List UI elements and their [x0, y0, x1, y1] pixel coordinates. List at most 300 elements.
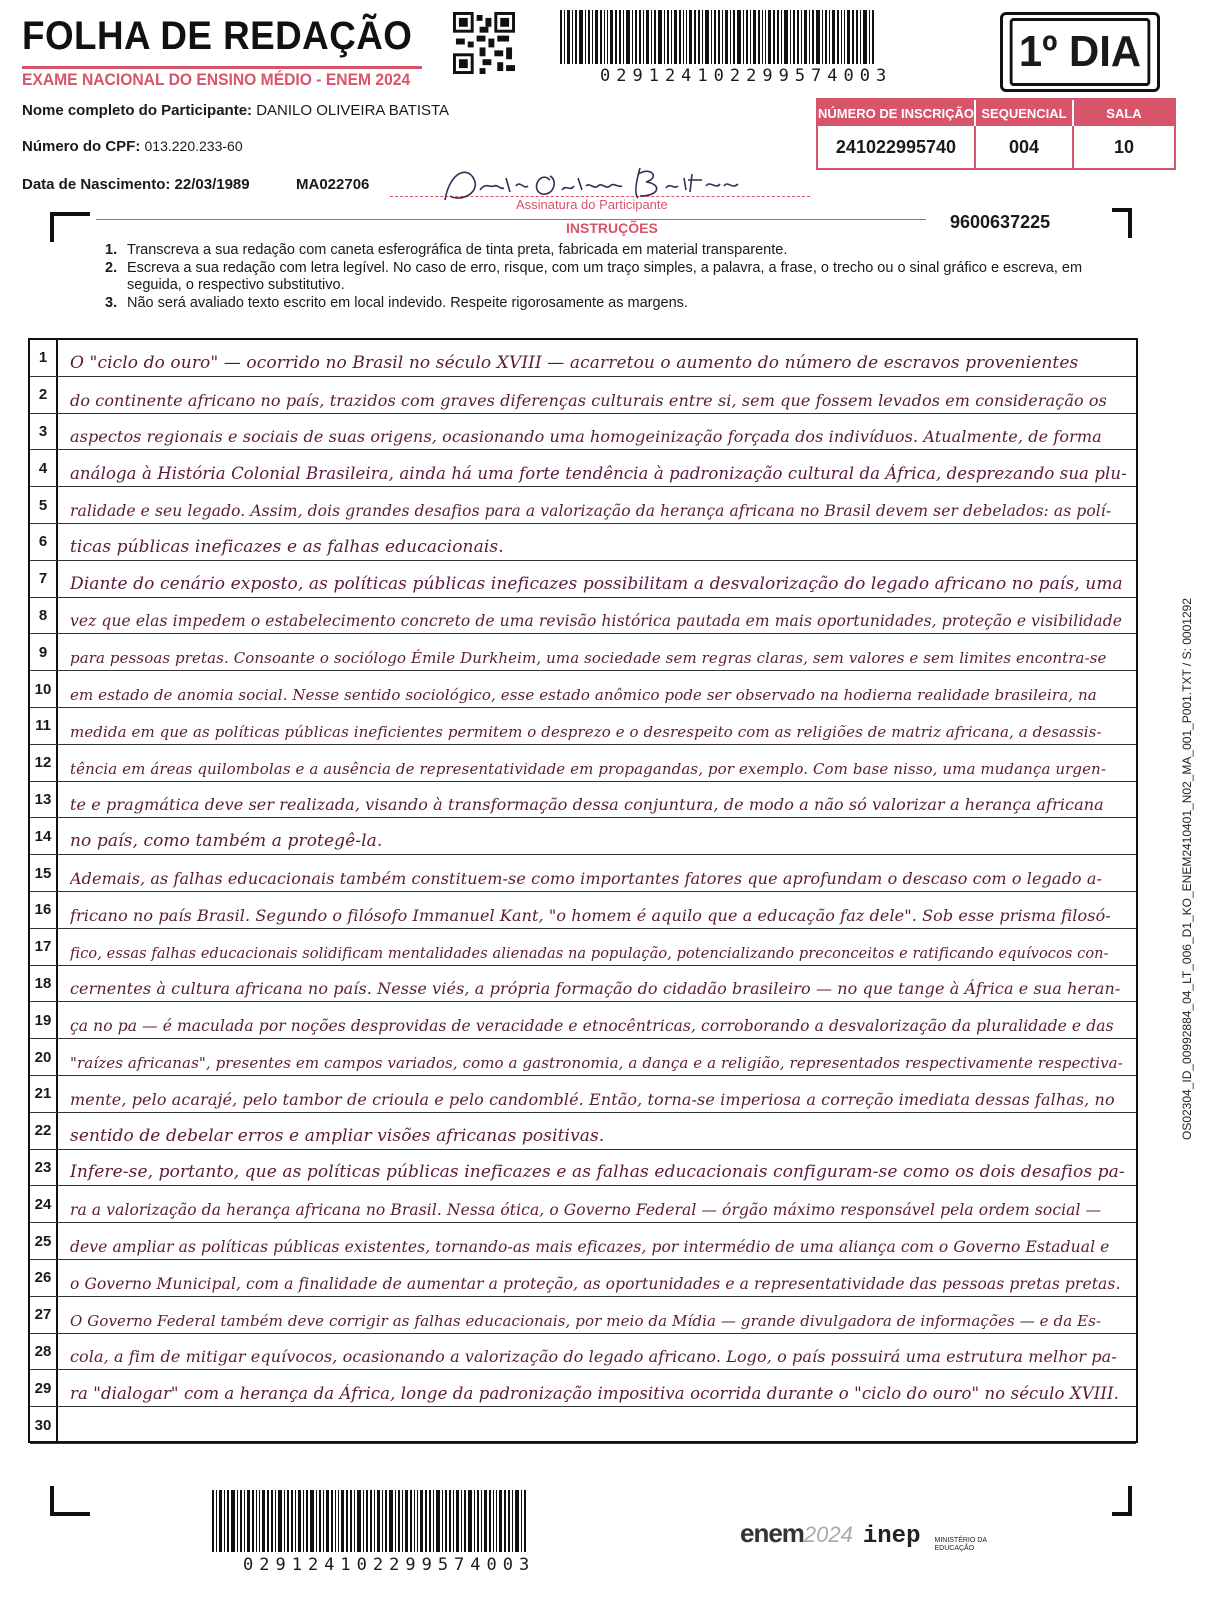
line-text: medida em que as políticas públicas ineficientes permitem o desprezo e o desrespeito com as religiões de matriz africana, a desassis- [70, 722, 1102, 741]
barcode-bar [683, 10, 684, 64]
barcode-bar [832, 10, 835, 64]
barcode-bar [524, 1490, 526, 1552]
barcode-bar [702, 10, 703, 64]
line-text: sentido de debelar erros e ampliar visões africanas positivas. [70, 1125, 605, 1146]
ministry-logo: MINISTÉRIO DA EDUCAÇÃO [934, 1537, 987, 1552]
barcode-bar [331, 1490, 333, 1552]
line-text: ticas públicas ineficazes e as falhas educacionais. [70, 536, 504, 557]
registration-number: 241022995740 [818, 126, 976, 168]
enem-logo: enem [740, 1518, 804, 1548]
barcode-bar [579, 10, 583, 64]
barcode-bar [765, 10, 766, 64]
line-number: 10 [30, 671, 58, 707]
line-text: te e pragmática deve ser realizada, visando à transformação dessa conjuntura, de modo a não só valorizar a herança africana [70, 795, 1104, 815]
barcode-bar [822, 10, 823, 64]
essay-line [30, 1407, 1136, 1444]
barcode-bar [698, 10, 700, 64]
line-number: 21 [30, 1076, 58, 1112]
barcode-bar [671, 10, 672, 64]
barcode-bar [377, 1490, 380, 1552]
line-number: 27 [30, 1297, 58, 1333]
line-number: 3 [30, 414, 58, 450]
barcode-top [560, 10, 876, 64]
barcode-bar [316, 1490, 317, 1552]
essay-line [30, 1370, 1136, 1407]
barcode-bar [773, 10, 775, 64]
line-text: ça no pa — é maculada por noções desprovidas de veracidade e etnocêntricas, corroborando a desvalorização da pluralidade e das [70, 1017, 1114, 1036]
participant-cpf: 013.220.233-60 [144, 138, 243, 154]
line-text: deve ampliar as políticas públicas existentes, tornando-as mais eficazes, por intermédio de uma aliança com o Governo Estadual e [70, 1237, 1110, 1256]
line-text: para pessoas pretas. Consoante o sociólogo Émile Durkheim, uma sociedade sem regras claras, sem valores e sem limites encontra-se [70, 649, 1107, 668]
qr-code-icon [453, 12, 515, 74]
essay-line [30, 524, 1136, 561]
barcode-bar [869, 10, 870, 64]
essay-line [30, 487, 1136, 524]
barcode-bar [679, 10, 681, 64]
line-text: ra "dialogar" com a herança da África, longe da padronização impositiva ocorrida durante o "ciclo do ouro" no século XVIII. [70, 1384, 1119, 1404]
barcode-bar [382, 1490, 383, 1552]
barcode-bar [872, 10, 874, 64]
line-number: 11 [30, 708, 58, 744]
line-number: 1 [30, 340, 58, 376]
barcode-bar [860, 10, 861, 64]
barcode-bar [395, 1490, 396, 1552]
line-number: 8 [30, 598, 58, 634]
essay-line [30, 1039, 1136, 1076]
essay-line [30, 855, 1136, 892]
barcode-bar [658, 10, 662, 64]
barcode-bar [737, 10, 741, 64]
barcode-bar [425, 1490, 427, 1552]
line-text: mente, pelo acarajé, pelo tambor de crioula e pelo candomblé. Então, torna-se imperiosa a correção imediata dessas falhas, no [70, 1089, 1115, 1109]
barcode-bar [414, 1490, 415, 1552]
essay-line [30, 708, 1136, 745]
document-code: 9600637225 [950, 212, 1051, 232]
essay-lines-box [28, 338, 1138, 1443]
title-underline [22, 66, 422, 69]
barcode-bar [689, 10, 692, 64]
essay-line [30, 377, 1136, 414]
barcode-bar [429, 1490, 431, 1552]
barcode-bar [303, 1490, 304, 1552]
barcode-bar [730, 10, 731, 64]
essay-line [30, 671, 1136, 708]
barcode-bar [515, 1490, 519, 1552]
day-box [1000, 12, 1160, 92]
line-text: Diante do cenário exposto, as políticas públicas ineficazes possibilitam a desvalorização do legado africano no país, uma [70, 573, 1123, 594]
registration-header: NÚMERO DE INSCRIÇÃO [818, 100, 976, 126]
barcode-bar [626, 10, 630, 64]
barcode-bar [350, 1490, 352, 1552]
barcode-bar [863, 10, 867, 64]
barcode-bar [504, 1490, 506, 1552]
barcode-bar [287, 1490, 289, 1552]
line-text: Ademais, as falhas educacionais também constituem-se como importantes fatores que aprofundam o descaso com o legado a- [70, 868, 1102, 888]
barcode-bar [784, 10, 788, 64]
barcode-bar [572, 10, 573, 64]
barcode-bar [295, 1490, 296, 1552]
barcode-bar [521, 1490, 522, 1552]
barcode-bar [493, 1490, 494, 1552]
participant-code: MA022706 [296, 176, 370, 193]
line-number: 7 [30, 561, 58, 597]
barcode-bar [635, 10, 637, 64]
instructions-divider [96, 219, 926, 220]
barcode-bar [632, 10, 633, 64]
barcode-bar [417, 1490, 418, 1552]
barcode-bar [600, 10, 602, 64]
barcode-bar [722, 10, 723, 64]
barcode-bar [512, 1490, 513, 1552]
barcode-bar [252, 1490, 254, 1552]
essay-line [30, 892, 1136, 929]
line-text: cola, a fim de mitigar equívocos, ocasionando a valorização do legado africano. Logo, o país possuirá uma estrutura melhor pa- [70, 1347, 1117, 1367]
barcode-bar [804, 10, 807, 64]
barcode-bar [405, 1490, 408, 1552]
line-number: 22 [30, 1113, 58, 1149]
barcode-bar [212, 1490, 214, 1552]
line-number: 19 [30, 1002, 58, 1038]
barcode-bar [227, 1490, 229, 1552]
instruction-number: 2. [105, 259, 118, 276]
barcode-bar [718, 10, 720, 64]
essay-line [30, 1186, 1136, 1223]
barcode-bar [714, 10, 716, 64]
barcode-bar [508, 1490, 510, 1552]
instruction-item [105, 295, 1115, 313]
barcode-bar [468, 1490, 472, 1552]
barcode-bar [844, 10, 845, 64]
barcode-bar [398, 1490, 400, 1552]
essay-line [30, 634, 1136, 671]
essay-line [30, 450, 1136, 487]
line-text: ralidade e seu legado. Assim, dois grandes desafios para a valorização da herança africana no Brasil devem ser debelados: as polí- [70, 501, 1112, 520]
line-number: 30 [30, 1407, 58, 1443]
barcode-bar [762, 10, 763, 64]
barcode-bar [733, 10, 735, 64]
barcode-bar [335, 1490, 336, 1552]
barcode-bar [306, 1490, 308, 1552]
day-label: 1º DIA [1010, 18, 1151, 86]
participant-name-field [22, 102, 449, 119]
line-text: O "ciclo do ouro" — ocorrido no Brasil no século XVIII — acarretou o aumento do número de escravos provenientes [70, 352, 1079, 373]
line-number: 17 [30, 929, 58, 965]
line-number: 9 [30, 634, 58, 670]
corner-mark-bottom-left [50, 1486, 90, 1516]
line-number: 16 [30, 892, 58, 928]
essay-line [30, 745, 1136, 782]
enem-year: 2024 [803, 1522, 853, 1547]
essay-line [30, 1223, 1136, 1260]
barcode-bar [705, 10, 709, 64]
corner-mark-bottom-right [1112, 1486, 1132, 1516]
barcode-bar [847, 10, 850, 64]
barcode-bar [453, 1490, 454, 1552]
barcode-bar [595, 10, 598, 64]
barcode-bar [410, 1490, 412, 1552]
barcode-bar [694, 10, 696, 64]
essay-line [30, 818, 1136, 855]
room-number: 10 [1113, 136, 1135, 157]
instructions-title: INSTRUÇÕES [566, 220, 658, 236]
barcode-bar [237, 1490, 238, 1552]
barcode-bar [346, 1490, 348, 1552]
barcode-bar [267, 1490, 269, 1552]
exam-subtitle: EXAME NACIONAL DO ENSINO MÉDIO - ENEM 2024 [22, 70, 411, 89]
barcode-bar [326, 1490, 329, 1552]
barcode-bar [664, 10, 665, 64]
signature-label: Assinatura do Participante [516, 197, 668, 212]
line-number: 26 [30, 1260, 58, 1296]
barcode-bar [489, 1490, 491, 1552]
participant-birth-label: Data de Nascimento: [22, 176, 171, 193]
line-text: o Governo Municipal, com a finalidade de aumentar a proteção, as oportunidades e a representatividade das pessoas pretas pretas. [70, 1274, 1121, 1293]
barcode-bar [801, 10, 802, 64]
essay-line [30, 1260, 1136, 1297]
barcode-bar [499, 1490, 502, 1552]
barcode-bar [436, 1490, 440, 1552]
barcode-bar [768, 10, 771, 64]
barcode-bar [797, 10, 799, 64]
barcode-bar [477, 1490, 479, 1552]
line-text: análoga à História Colonial Brasileira, ainda há uma forte tendência à padronização cultural da África, desprezando sua plu- [70, 464, 1127, 484]
barcode-bar [639, 10, 641, 64]
line-number: 23 [30, 1150, 58, 1186]
essay-line [30, 1297, 1136, 1334]
essay-line [30, 1076, 1136, 1113]
barcode-bottom [212, 1490, 528, 1552]
barcode-bar [604, 10, 605, 64]
line-text: vez que elas impedem o estabelecimento concreto de uma revisão histórica pautada em mais oportunidades, proteção e visibilidade [70, 612, 1123, 631]
page-title: FOLHA DE REDAÇÃO [22, 14, 413, 58]
barcode-bar [750, 10, 751, 64]
essay-line [30, 414, 1136, 451]
instruction-number: 3. [105, 294, 118, 311]
line-number: 25 [30, 1223, 58, 1259]
barcode-bar [711, 10, 712, 64]
barcode-bar [607, 10, 608, 64]
line-number: 18 [30, 966, 58, 1002]
barcode-bar [781, 10, 782, 64]
corner-mark-top-left [50, 212, 90, 242]
barcode-bar [402, 1490, 403, 1552]
barcode-bar [852, 10, 854, 64]
line-text: em estado de anomia social. Nesse sentido sociológico, esse estado anômico pode ser observado na hodierna realidade brasileira, na [70, 685, 1097, 704]
participant-cpf-field [22, 138, 243, 155]
barcode-bar [758, 10, 760, 64]
participant-cpf-label: Número do CPF: [22, 138, 141, 155]
barcode-bar [481, 1490, 482, 1552]
barcode-bar [575, 10, 577, 64]
instruction-text: Não será avaliado texto escrito em local indevido. Respeite rigorosamente as margens. [127, 294, 688, 311]
barcode-bar [433, 1490, 434, 1552]
essay-line [30, 1150, 1136, 1187]
instruction-item [105, 260, 1115, 295]
barcode-bar [610, 10, 613, 64]
registration-table [816, 98, 1176, 170]
inep-logo: inep [862, 1523, 921, 1550]
barcode-bar [442, 1490, 443, 1552]
essay-line [30, 561, 1136, 598]
barcode-bar [319, 1490, 321, 1552]
barcode-bar [284, 1490, 285, 1552]
barcode-bar [790, 10, 791, 64]
barcode-bar [484, 1490, 487, 1552]
barcode-bar [357, 1490, 361, 1552]
barcode-bar [244, 1490, 245, 1552]
footer-logos [740, 1518, 994, 1553]
barcode-bar [449, 1490, 451, 1552]
barcode-bar [615, 10, 617, 64]
barcode-bar [725, 10, 728, 64]
corner-mark-top-right [1112, 208, 1132, 238]
barcode-bar [753, 10, 756, 64]
barcode-bar [374, 1490, 375, 1552]
barcode-bar [354, 1490, 355, 1552]
barcode-bar [585, 10, 586, 64]
essay-line [30, 340, 1136, 377]
barcode-bar [743, 10, 744, 64]
instruction-item [105, 242, 1115, 260]
barcode-bar [674, 10, 677, 64]
barcode-bar [816, 10, 820, 64]
barcode-bar [643, 10, 644, 64]
line-text: "raízes africanas", presentes em campos variados, como a gastronomia, a dança e a religião, representados respectivamente respectiva- [70, 1053, 1123, 1072]
barcode-bar [240, 1490, 242, 1552]
barcode-bar [856, 10, 858, 64]
barcode-bar [291, 1490, 293, 1552]
room-header: SALA [1074, 100, 1174, 126]
line-number: 14 [30, 818, 58, 854]
barcode-bar [363, 1490, 364, 1552]
line-text: fricano no país Brasil. Segundo o filósofo Immanuel Kant, "o homem é aquilo que a educação faz dele". Sob esse prisma filosó- [70, 905, 1111, 925]
line-text: aspectos regionais e sociais de suas origens, ocasionando uma homogeinização forçada dos indivíduos. Atualmente, de forma [70, 427, 1102, 447]
barcode-bar [461, 1490, 462, 1552]
barcode-bar [654, 10, 656, 64]
barcode-bar [837, 10, 839, 64]
barcode-bar [777, 10, 779, 64]
line-text: O Governo Federal também deve corrigir as falhas educacionais, por meio da Mídia — grande divulgadora de informações — e da Es- [70, 1311, 1102, 1330]
barcode-bar [262, 1490, 265, 1552]
essay-line [30, 782, 1136, 819]
line-number: 29 [30, 1370, 58, 1406]
barcode-bar [623, 10, 624, 64]
barcode-bar [456, 1490, 459, 1552]
barcode-bar [588, 10, 590, 64]
essay-line [30, 1002, 1136, 1039]
barcode-bar [370, 1490, 372, 1552]
line-number: 24 [30, 1186, 58, 1222]
barcode-bar [271, 1490, 273, 1552]
barcode-bar [646, 10, 649, 64]
barcode-bar [341, 1490, 344, 1552]
barcode-bar [651, 10, 652, 64]
line-number: 5 [30, 487, 58, 523]
line-text: ra a valorização da herança africana no Brasil. Nessa ótica, o Governo Federal — órgão máximo responsável pela ordem social — [70, 1201, 1102, 1220]
barcode-bar [564, 10, 565, 64]
essay-line [30, 1334, 1136, 1371]
barcode-bar [389, 1490, 393, 1552]
barcode-bar [219, 1490, 222, 1552]
barcode-bar [310, 1490, 314, 1552]
barcode-bar [259, 1490, 260, 1552]
barcode-bar [567, 10, 570, 64]
barcode-bar [841, 10, 842, 64]
barcode-bar [323, 1490, 324, 1552]
instruction-number: 1. [105, 242, 118, 258]
line-number: 13 [30, 782, 58, 818]
barcode-bar [275, 1490, 276, 1552]
barcode-bar [592, 10, 593, 64]
barcode-bar [231, 1490, 235, 1552]
barcode-bar [667, 10, 669, 64]
sequential-number: 004 [976, 126, 1074, 168]
barcode-bar [746, 10, 748, 64]
barcode-bar [298, 1490, 301, 1552]
barcode-bar [793, 10, 795, 64]
line-text: no país, como também a protegê-la. [70, 831, 383, 852]
barcode-bar [216, 1490, 217, 1552]
sequential-header: SEQUENCIAL [976, 100, 1074, 126]
barcode-number-top: 029124102299574003 [600, 66, 893, 86]
participant-name-label: Nome completo do Participante: [22, 102, 253, 119]
side-code: OS02304_ID_00992884_04_LT_006_D1_KO_ENEM2410401_N02_MA_001_P001.TXT / S: 0001292 [1180, 598, 1194, 1140]
line-number: 6 [30, 524, 58, 560]
line-number: 15 [30, 855, 58, 891]
barcode-bar [385, 1490, 387, 1552]
barcode-bar [445, 1490, 447, 1552]
barcode-bar [560, 10, 562, 64]
participant-birth-field [22, 176, 250, 193]
essay-line [30, 598, 1136, 635]
instruction-text: Transcreva a sua redação com caneta esferográfica de tinta preta, fabricada em material transparente. [127, 242, 788, 258]
barcode-bar [420, 1490, 423, 1552]
barcode-bar [496, 1490, 497, 1552]
participant-birth: 22/03/1989 [174, 176, 250, 193]
barcode-bar [809, 10, 810, 64]
barcode-number-bottom: 029124102299574003 [243, 1555, 536, 1575]
line-text: Infere-se, portanto, que as políticas públicas ineficazes e as falhas educacionais configuram-se como os dois desafios pa- [70, 1162, 1125, 1183]
barcode-bar [829, 10, 830, 64]
line-text: tência em áreas quilombolas e a ausência de representatividade em propagandas, por exemplo. Com base nisso, uma mudança urgen- [70, 759, 1106, 778]
line-number: 2 [30, 377, 58, 413]
instruction-text: Escreva a sua redação com letra legível. No caso de erro, risque, com um traço simples, a palavra, a frase, o trecho ou o sinal gráfico e escreva, em seguida, o respectivo substitutivo. [127, 259, 1083, 293]
barcode-bar [686, 10, 687, 64]
barcode-bar [247, 1490, 250, 1552]
barcode-bar [812, 10, 814, 64]
line-text: fico, essas falhas educacionais solidificam mentalidades alienadas na população, potencializando preconceitos e ratificando equívocos con- [70, 945, 1109, 962]
line-number: 12 [30, 745, 58, 781]
barcode-bar [619, 10, 621, 64]
barcode-bar [278, 1490, 282, 1552]
instructions-list [105, 242, 1115, 312]
barcode-bar [256, 1490, 257, 1552]
essay-line [30, 966, 1136, 1003]
line-text: cernentes à cultura africana no país. Nesse viés, a própria formação do cidadão brasileiro — no que tange à África e sua heran- [70, 979, 1121, 999]
essay-line [30, 929, 1136, 966]
essay-line [30, 1113, 1136, 1150]
barcode-bar [366, 1490, 368, 1552]
barcode-bar [474, 1490, 475, 1552]
line-text: do continente africano no país, trazidos com graves diferenças culturais entre si, sem que fossem levados em consideração os [70, 390, 1107, 410]
barcode-bar [464, 1490, 466, 1552]
barcode-bar [224, 1490, 225, 1552]
line-number: 20 [30, 1039, 58, 1075]
line-number: 4 [30, 450, 58, 486]
barcode-bar [338, 1490, 339, 1552]
barcode-bar [825, 10, 827, 64]
line-number: 28 [30, 1334, 58, 1370]
